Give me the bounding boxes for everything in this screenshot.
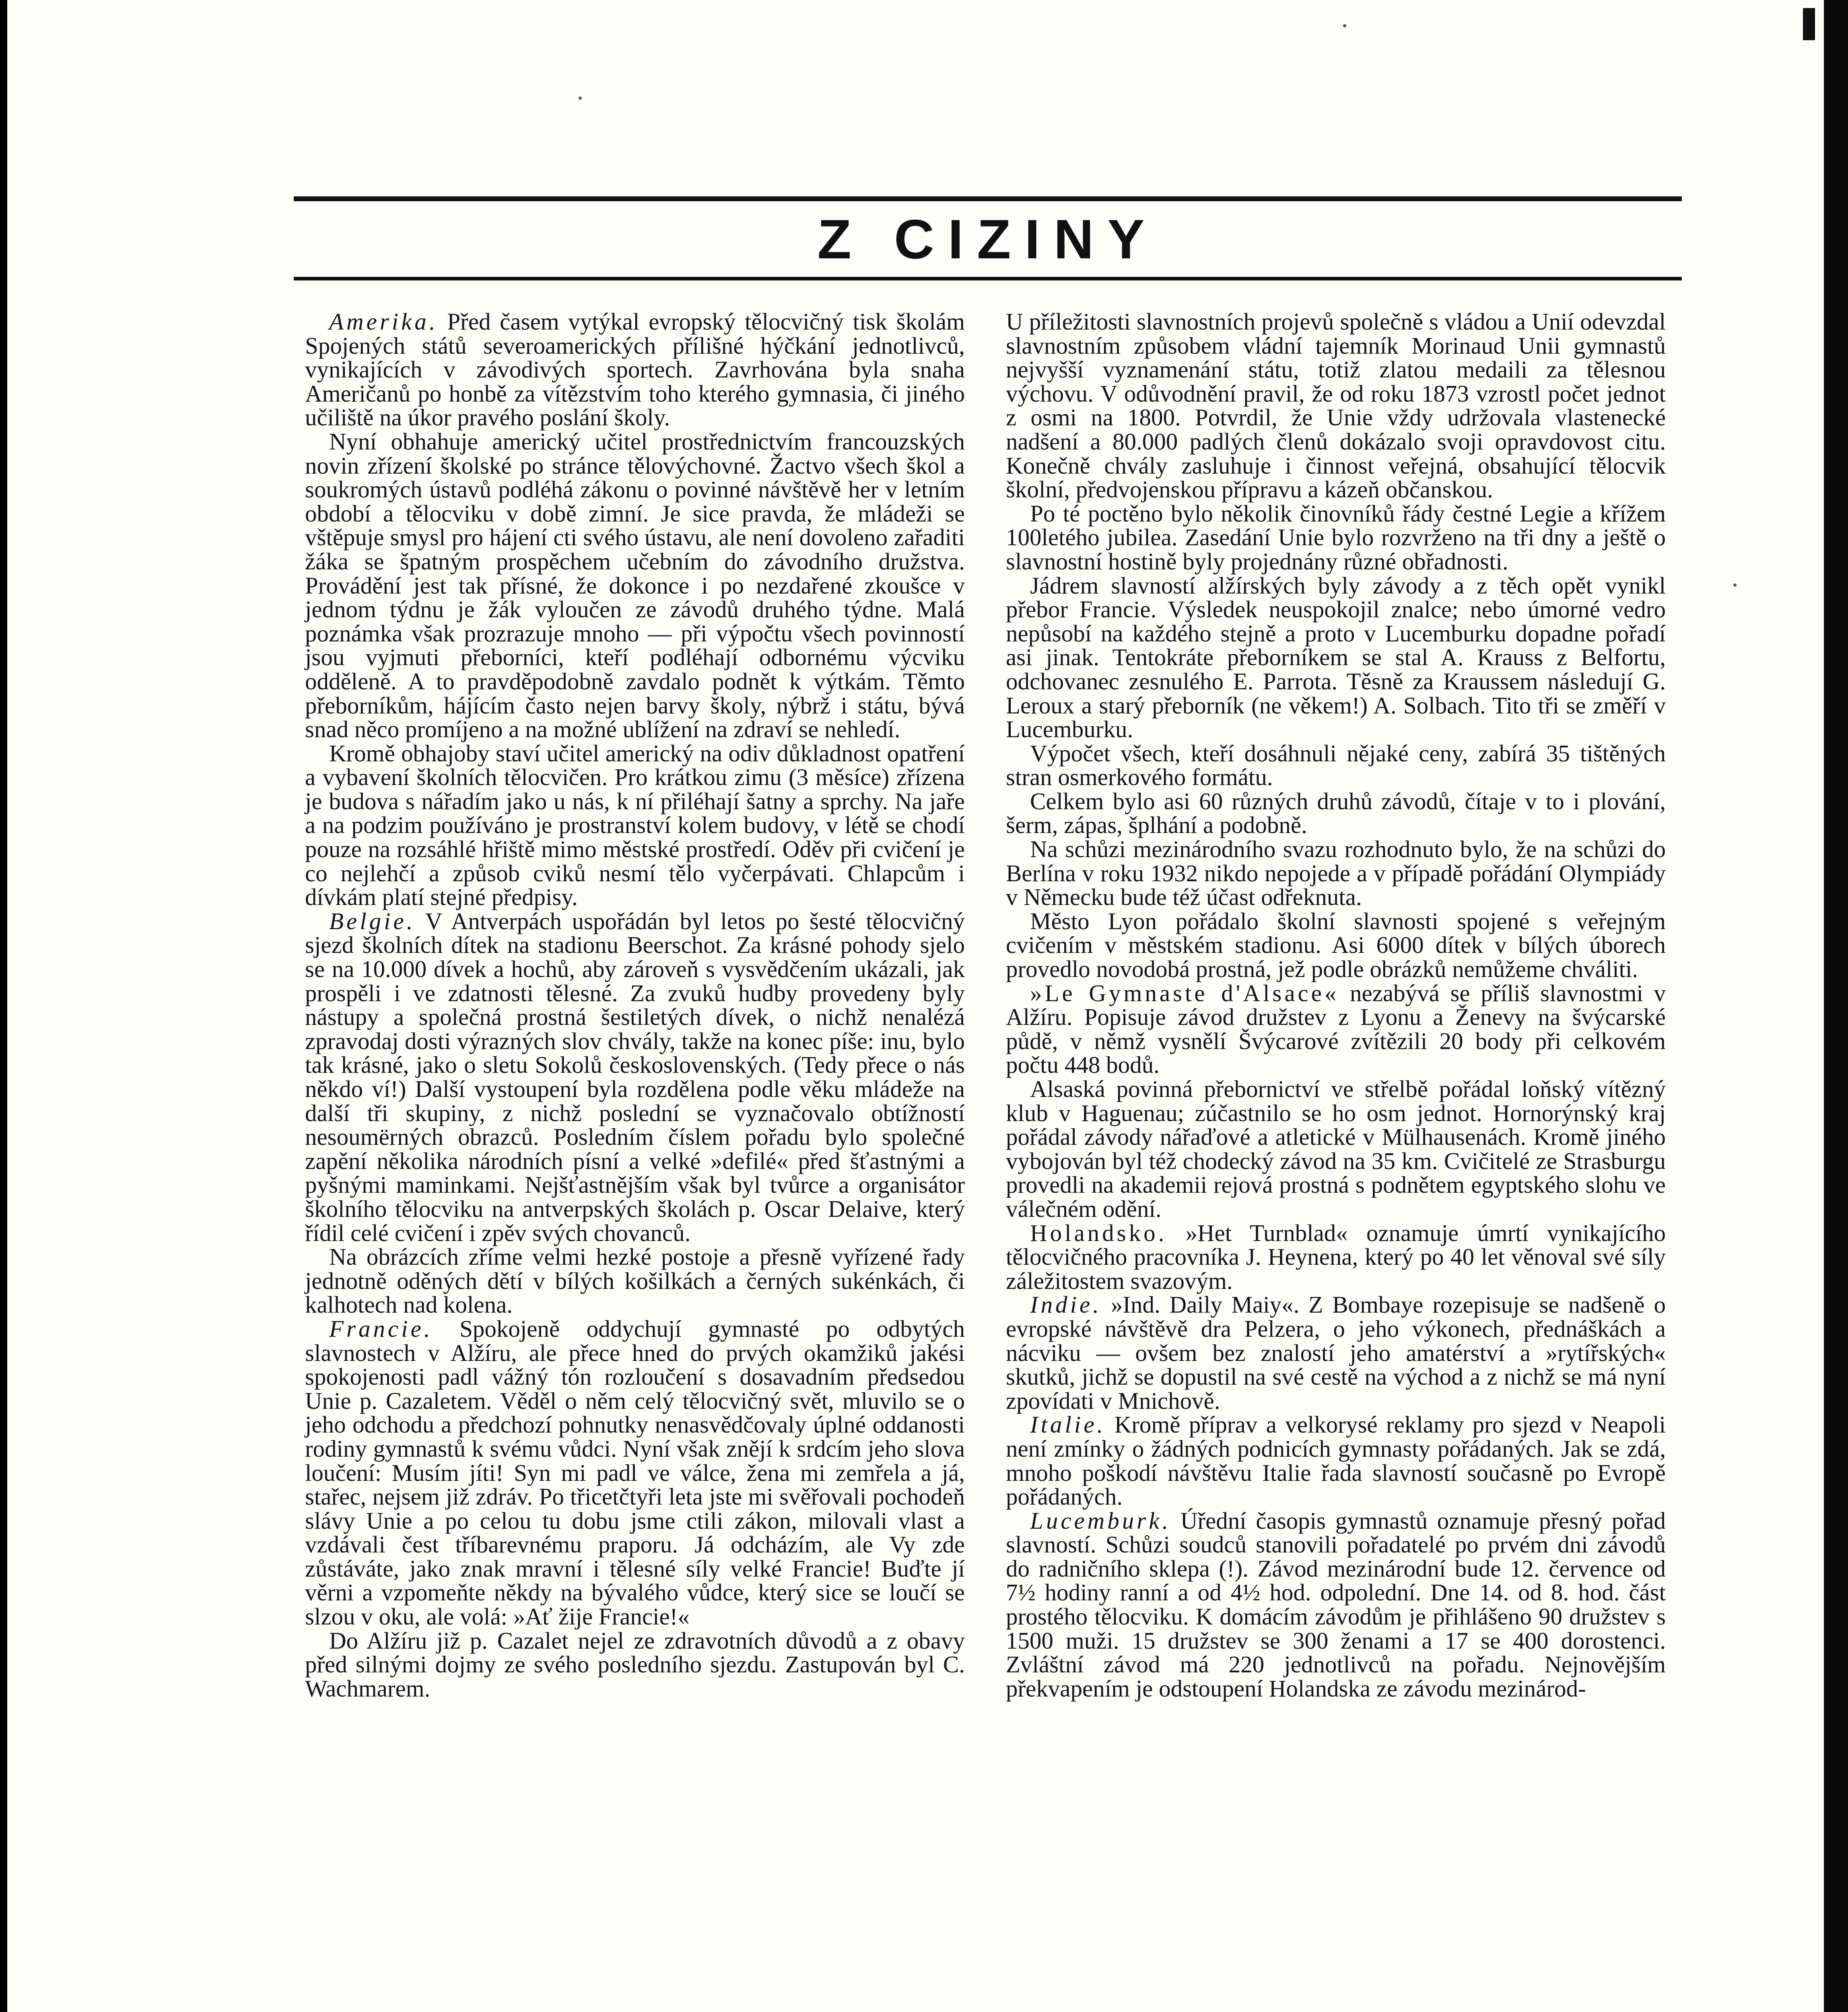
paragraph: [305, 909, 965, 1245]
paragraph-text: »Ind. Daily Maiy«. Z Bombaye rozepisuje se nadšeně o evropské návštěvě dra Pelzera, o jeho výkonech, přednáškách a nácviku — ovšem bez znalostí jeho amatérství a »rytířských« skutků, jichž se dopustil na své cestě na východ a z nichž se má nyní zpovídati v Mnichově.: [1006, 1291, 1666, 1414]
paragraph-text: Kromě příprav a velkorysé reklamy pro sjezd v Neapoli není zmínky o žádných podnicích gymnasty pořádaných. Jak se zdá, mnoho poškodí návštěvu Italie řada slavností současně po Evropě pořádaných.: [1006, 1411, 1666, 1510]
paragraph: [305, 310, 965, 430]
paragraph-text: Po té poctěno bylo několik činovníků řády čestné Legie a křížem 100letého jubilea. Zasedání Unie bylo rozvrženo na tři dny a ještě o slavnostní hostině byly projednány různé obřadnosti.: [1006, 500, 1666, 575]
paragraph-text: Spokojeně oddychují gymnasté po odbytých slavnostech v Alžíru, ale přece hned do prvých okamžiků jakési spokojenosti padl vážný tón rozloučení s dosavadním předsedou Unie p. Cazaletem. Věděl o něm celý tělocvičný svět, mluvilo se o jeho odchodu a předchozí pohnutky nenasvědčovaly úplné oddanosti rodiny gymnastů k svému vůdci. Nyní však znějí k srdcím jeho slova loučení: Musím jíti! Syn mi padl ve válce, žena mi zemřela a já, stařec, nejsem již zdráv. Po třicetčtyři leta jste mi svěřovali pochodeň slávy Unie a po celou tu dobu jsme ctili zákon, milovali vlast a vzdávali čest tříbarevnému praporu. Já odcházím, ale Vy zde zůstáváte, jako znak mravní i tělesné síly velké Francie! Buďte jí věrni a vzpomeňte někdy na bývalého vůdce, který sice se loučí se slzou v oku, ale volá: »Ať žije Francie!«: [305, 1315, 965, 1630]
paragraph: [1006, 981, 1666, 1077]
paragraph: [1006, 909, 1666, 981]
paragraph: [305, 1245, 965, 1317]
page-title: Z CIZINY: [817, 208, 1158, 270]
paragraph-text: Kromě obhajoby staví učitel americký na odiv důkladnost opatření a vybavení školních tělocvičen. Pro krátkou zimu (3 měsíce) zřízena je budova s nářadím jako u nás, k ní přiléhají šatny a sprchy. Na jaře a na podzim používáno je prostranství kolem budovy, v létě se chodí pouze na rozsáhlé hřiště mimo městské prostředí. Oděv při cvičení je co nejlehčí a způsob cviků nesmí tělo vyčerpávati. Chlapcům i dívkám platí stejné předpisy.: [305, 740, 965, 911]
scan-border-right: [1824, 0, 1848, 2012]
paragraph-text: V Antverpách uspořádán byl letos po šesté tělocvičný sjezd školních dítek na stadionu Beerschot. Za krásné pohody sjelo se na 10.000 dívek a hochů, aby zároveň s vysvědčením ukázali, jak prospěli i ve zdatnosti tělesné. Za zvuků hudby provedeny byly nástupy a společná prostná šestiletých dívek, o nichž nenalézá zpravodaj dosti výrazných slov chvály, takže na konec píše: inu, bylo tak krásné, jako o sletu Sokolů československých. (Tedy přece o nás někdo ví!) Další vystoupení byla rozdělena podle věku mládeže na další tři skupiny, z nichž poslední se vyznačovalo obtížností nesoumërných obrazců. Posledním číslem pořadu bylo společné zapění několika národních písní a velké »defilé« před šťastnými a pyšnými maminkami. Nejšťastnějším však byl tvůrce a organisátor školního tělocviku na antverpských školách p. Oscar Delaive, který řídil celé cvičení i zpěv svých chovanců.: [305, 907, 965, 1246]
paragraph-text: Celkem bylo asi 60 různých druhů závodů, čítaje v to i plování, šerm, zápas, šplhání a podobně.: [1006, 787, 1666, 839]
paragraph: [1006, 574, 1666, 742]
scan-speck: [1343, 24, 1346, 27]
section-lead: Italie.: [1030, 1411, 1106, 1438]
paragraph-text: Před časem vytýkal evropský tělocvičný tisk školám Spojených států severoamerických přílišné hýčkání jednotlivců, vynikajících v závodivých sportech. Zavrhována byla snaha Američanů po honbě za vítězstvím toho kterého gymnasia, či jiného učiliště na úkor pravého poslání školy.: [305, 308, 965, 431]
paragraph-text: »Het Turnblad« oznamuje úmrtí vynikajícího tělocvičného pracovníka J. Heynena, který po 40 let věnoval své síly záležitostem svazovým.: [1006, 1219, 1666, 1294]
paragraph: [305, 1317, 965, 1629]
section-lead: Holandsko.: [1030, 1219, 1167, 1246]
section-lead: Belgie.: [329, 907, 416, 934]
paragraph: [1006, 837, 1666, 909]
left-column: [305, 310, 965, 1701]
paragraph: [1006, 742, 1666, 790]
paragraph-text: nezabývá se příliš slavnostmi v Alžíru. Popisuje závod družstev z Lyonu a Ženevy na švýcarské půdě, v němž vysnělí Švýcarové zvítězili 20 body při celkovém počtu 448 bodů.: [1006, 979, 1666, 1078]
paragraph: [305, 742, 965, 909]
scan-speck: [579, 97, 582, 100]
paragraph-text: Alsaská povinná přebornictví ve střelbě pořádal loňský vítězný klub v Haguenau; zúčastnilo se ho osm jednot. Hornorýnský kraj pořádal závody nářaďové a atletické v Mülhausenách. Kromě jiného vybojován byl též chodecký závod na 35 km. Cvičitelé ze Strasburgu provedli na akademii rejová prostná s podnětem egyptského slohu ve válečném odění.: [1006, 1076, 1666, 1222]
section-lead: Francie.: [329, 1315, 433, 1342]
paragraph-text: Na obrázcích zříme velmi hezké postoje a přesně vyřízené řady jednotně oděných dětí v bílých košilkách a černých sukénkách, či kalhotech nad kolena.: [305, 1243, 965, 1318]
top-rule: [294, 196, 1682, 201]
right-column: [1006, 310, 1666, 1701]
paragraph: [1006, 1293, 1666, 1413]
section-lead: »Le Gymnaste d'Alsace«: [1030, 979, 1339, 1006]
section-lead: Amerika.: [329, 308, 438, 335]
scan-speck: [1733, 583, 1737, 587]
paragraph: [1006, 1077, 1666, 1221]
paragraph-text: Nyní obhahuje americký učitel prostřednictvím francouzských novin zřízení školské po stránce tělovýchovné. Žactvo všech škol a soukromých ústavů podléhá zákonu o povinné návštěvě her v letním období a tělocviku v době zimní. Je sice pravda, že mládeži se vštěpuje smysl pro hájení cti svého ústavu, ale není dovoleno zařaditi žáka se špatným prospěchem učebním do závodního družstva. Provádění jest tak přísné, že dokonce i po nezdařené zkoušce v jednom týdnu je žák vyloučen ze závodů druhého týdne. Malá poznámka však prozrazuje mnoho — při výpočtu všech povinností jsou vyjmuti přeborníci, kteří podléhají odbornému výcviku odděleně. A to pravděpodobně zavdalo podnět k výtkám. Těmto přeborníkům, hájícím často nejen barvy školy, nýbrž i státu, bývá snad něco promíjeno a na možné ublížení na zdraví se nehledí.: [305, 428, 965, 743]
section-lead: Lucemburk.: [1030, 1507, 1171, 1534]
paragraph: [1006, 787, 1666, 839]
scan-tab-mark: [1803, 8, 1815, 40]
paragraph-text: Výpočet všech, kteří dosáhnuli nějaké ceny, zabírá 35 tištěných stran osmerkového formátu.: [1006, 740, 1666, 791]
document-page: [7, 0, 1824, 2012]
paragraph-text: U příležitosti slavnostních projevů společně s vládou a Unií odevzdal slavnostním způsobem vládní tajemník Morinaud Unii gymnastů nejvyšší vyznamenání státu, totiž zlatou medaili za tělesnou výchovu. V odůvodnění pravil, že od roku 1873 vzrostl počet jednot z osmi na 1800. Potvrdil, že Unie vždy udržovala vlastenecké nadšení a 80.000 padlých členů dokázalo svoji opravdovost citu. Konečně chvály zasluhuje i činnost veřejná, obsahující tělocvik školní, předvojenskou přípravu a kázeň občanskou.: [1006, 308, 1666, 503]
section-lead: Indie.: [1030, 1291, 1102, 1318]
paragraph-text: Město Lyon pořádalo školní slavnosti spojené s veřejným cvičením v městském stadionu. Asi 6000 dítek v bílých úborech provedlo novodobá prostná, jež podle obrázků nemůžeme chváliti.: [1006, 907, 1666, 983]
scan-border-left: [0, 0, 7, 2012]
paragraph: [305, 430, 965, 742]
paragraph-text: Jádrem slavností alžírských byly závody a z těch opět vynikl přebor Francie. Výsledek neuspokojil znalce; nebo úmorné vedro nepůsobí na každého stejně a proto v Lucemburku dopadne pořadí asi jinak. Tentokráte přeborníkem se stal A. Krauss z Belfortu, odchovanec zesnulého E. Parrota. Těsně za Kraussem následují G. Leroux a starý přeborník (ne věkem!) A. Solbach. Tito tři se změří v Lucemburku.: [1006, 572, 1666, 743]
bottom-rule: [294, 277, 1682, 280]
paragraph-text: Do Alžíru již p. Cazalet nejel ze zdravotních důvodů a z obavy před silnými dojmy ze svého posledního sjezdu. Zastupován byl C. Wachmarem.: [305, 1627, 965, 1702]
paragraph: [305, 1629, 965, 1701]
paragraph-text: Na schůzi mezinárodního svazu rozhodnuto bylo, že na schůzi do Berlína v roku 1932 nikdo nepojede a v případě pořádání Olympiády v Německu bude též účast odřeknuta.: [1006, 836, 1666, 911]
paragraph: [1006, 1221, 1666, 1293]
paragraph: [1006, 1509, 1666, 1701]
paragraph: [1006, 310, 1666, 502]
paragraph-text: Úřední časopis gymnastů oznamuje přesný pořad slavností. Schůzi soudců stanovili pořadatelé po prvém dni závodů do radničního sklepa (!). Závod mezinárodní bude 12. července od 7½ hodiny ranní a od 4½ hod. odpolední. Dne 14. od 8. hod. část prostého tělocviku. K domácím závodům je přihlášeno 90 družstev s 1500 muži. 15 družstev se 300 ženami a 17 se 400 dorostenci. Zvláštní závod má 220 jednotlivců na pořadu. Nejnovějším překvapením je odstoupení Holandska ze závodu mezinárod-: [1006, 1507, 1666, 1702]
paragraph: [1006, 502, 1666, 574]
paragraph: [1006, 1413, 1666, 1509]
